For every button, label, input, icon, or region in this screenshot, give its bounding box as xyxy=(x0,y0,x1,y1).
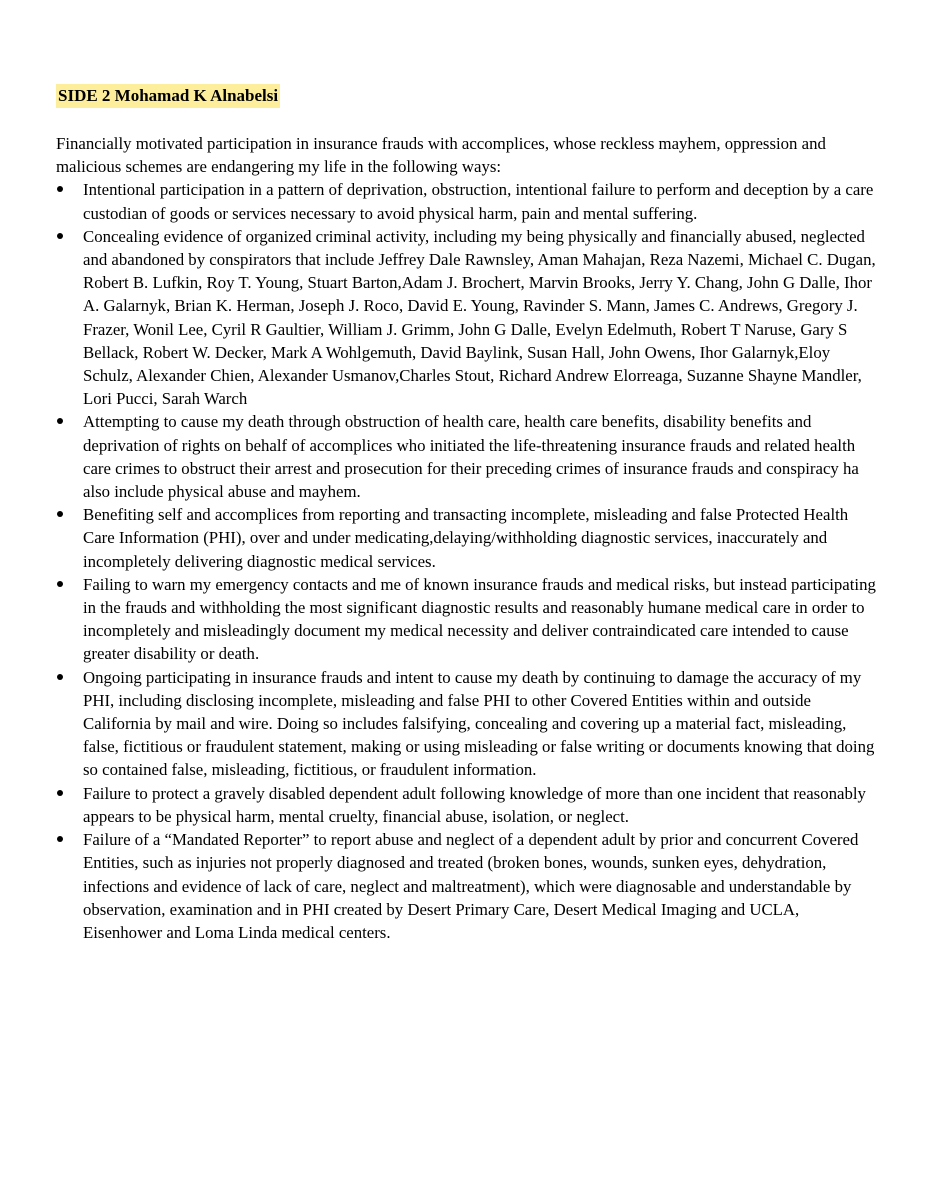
list-item-text: Concealing evidence of organized criminal activity, including my being physically and financially abused, neglected and abandoned by conspirators that include Jeffrey Dale Rawnsley, Aman Mahajan, Reza Nazemi, Michael C. Dugan, Robert B. Lufkin, Roy T. Young, Stuart Barton,Adam J. Brochert, Marvin Brooks, Jerry Y. Chang, John G Dalle, Ihor A. Galarnyk, Brian K. Herman, Joseph J. Roco, David E. Young, Ravinder S. Mann, James C. Andrews, Gregory J. Frazer, Wonil Lee, Cyril R Gaultier, William J. Grimm, John G Dalle, Evelyn Edelmuth, Robert T Naruse, Gary S Bellack, Robert W. Decker, Mark A Wohlgemuth, David Baylink, Susan Hall, John Owens, Ihor Galarnyk,Eloy Schulz, Alexander Chien, Alexander Usmanov,Charles Stout, Richard Andrew Elorreaga, Suzanne Shayne Mandler, Lori Pucci, Sarah Warch xyxy=(83,226,876,409)
bullet-icon xyxy=(57,790,63,796)
list-item xyxy=(56,503,876,573)
bullet-icon xyxy=(57,233,63,239)
list-item xyxy=(56,573,876,666)
page-heading: SIDE 2 Mohamad K Alnabelsi xyxy=(56,84,280,108)
list-item-text: Attempting to cause my death through obstruction of health care, health care benefits, disability benefits and deprivation of rights on behalf of accomplices who initiated the life-threatening insurance frauds and related health care crimes to obstruct their arrest and prosecution for their preceding crimes of insurance frauds and conspiracy ha also include physical abuse and mayhem. xyxy=(83,412,859,502)
bullet-icon xyxy=(57,511,63,517)
list-item-text: Failure to protect a gravely disabled dependent adult following knowledge of more than one incident that reasonably appears to be physical harm, mental cruelty, financial abuse, isolation, or neglect. xyxy=(83,783,866,826)
bullet-icon xyxy=(57,674,63,680)
list-item-text: Failing to warn my emergency contacts and me of known insurance frauds and medical risks, but instead participating in the frauds and withholding the most significant diagnostic results and reasonably humane medical care in order to incompletely and misleadingly document my medical necessity and deliver contraindicated care intended to cause greater disability or death. xyxy=(83,574,876,664)
bullet-icon xyxy=(57,418,63,424)
list-item-text: Failure of a “Mandated Reporter” to report abuse and neglect of a dependent adult by prior and concurrent Covered Entities, such as injuries not properly diagnosed and treated (broken bones, wounds, sunken eyes, dehydration, infections and evidence of lack of care, neglect and maltreatment), which were diagnosable and understandable by observation, examination and in PHI created by Desert Primary Care, Desert Medical Imaging and UCLA, Eisenhower and Loma Linda medical centers. xyxy=(83,830,859,942)
list-item xyxy=(56,225,876,411)
bullet-icon xyxy=(57,581,63,587)
list-item xyxy=(56,666,876,782)
list-item-text: Ongoing participating in insurance frauds and intent to cause my death by continuing to damage the accuracy of my PHI, including disclosing incomplete, misleading and false PHI to other Covered Entities within and outside California by mail and wire. Doing so includes falsifying, concealing and covering up a material fact, misleading, false, fictitious or fraudulent statement, making or using misleading or false writing or documents knowing that doing so contained false, misleading, fictitious, or fraudulent information. xyxy=(83,667,875,780)
list-item xyxy=(56,782,876,828)
list-item xyxy=(56,828,876,944)
list-item-text: Benefiting self and accomplices from reporting and transacting incomplete, misleading and false Protected Health Care Information (PHI), over and under medicating,delaying/withholding diagnostic services, inaccurately and incompletely delivering diagnostic medical services. xyxy=(83,505,849,571)
intro-paragraph: Financially motivated participation in insurance frauds with accomplices, whose reckless mayhem, oppression and malicious schemes are endangering my life in the following ways: xyxy=(56,134,826,177)
list-item-text: Intentional participation in a pattern of deprivation, obstruction, intentional failure to perform and deception by a care custodian of goods or services necessary to avoid physical harm, pain and mental suffering. xyxy=(83,180,874,223)
list-item xyxy=(56,410,876,503)
bullet-list xyxy=(56,178,876,944)
list-item xyxy=(56,178,876,224)
bullet-icon xyxy=(57,836,63,842)
bullet-icon xyxy=(57,186,63,192)
